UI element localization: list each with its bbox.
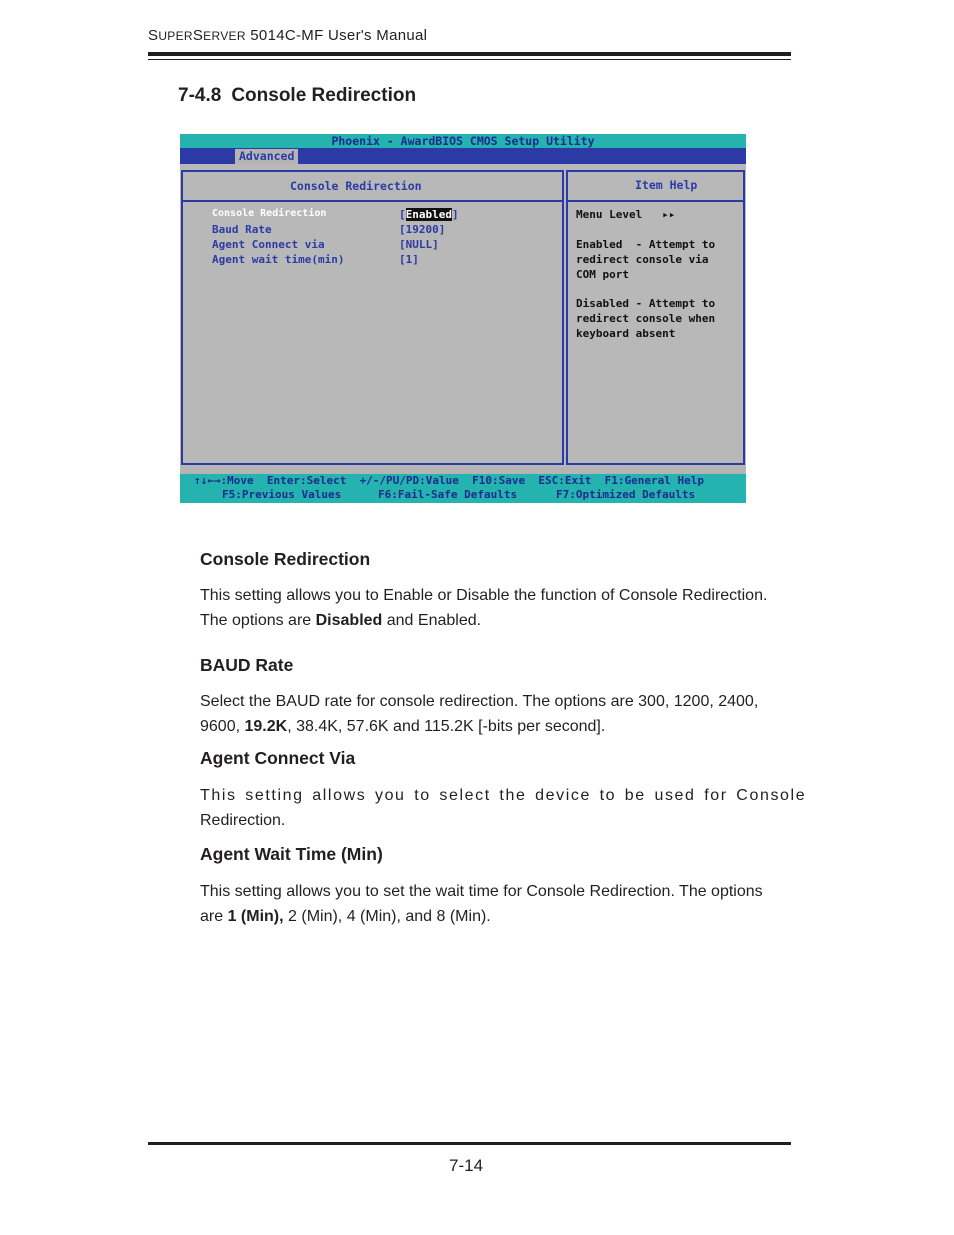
item-text-baud-rate: Select the BAUD rate for console redirection. The options are 300, 1200, 2400, 9600, 19.2K, 38.4K, 57.6K and 115.2K [-bits per second]. — [200, 693, 759, 735]
header-rule-thick — [148, 52, 791, 56]
bios-option-console-redirection[interactable]: Console Redirection — [212, 208, 327, 219]
bios-help-line: Enabled - Attempt to — [576, 238, 716, 251]
bios-key-legend — [180, 474, 746, 503]
header-rule-thin — [148, 59, 791, 60]
bios-footer-f5: F5:Previous Values — [222, 488, 342, 501]
item-heading-agent-connect: Agent Connect Via — [200, 748, 356, 768]
item-text-agent-connect: This setting allows you to select the device to be used for Console Redirection. — [200, 787, 807, 829]
bios-divider-right — [566, 200, 745, 202]
bios-value-agent-wait[interactable]: [1] — [399, 253, 419, 266]
bios-help-line: Menu Level ▸▸ — [576, 208, 676, 221]
item-heading-console-redirection: Console Redirection — [200, 549, 371, 569]
bios-panel-title: Console Redirection — [290, 179, 422, 193]
bios-option-agent-wait[interactable]: Agent wait time(min) — [212, 253, 345, 266]
footer-rule — [148, 1142, 791, 1145]
bios-help-line: Disabled - Attempt to — [576, 297, 716, 310]
bios-help-line: keyboard absent — [576, 327, 676, 340]
bios-value-baud-rate[interactable]: [19200] — [399, 223, 446, 236]
bios-title-bar: Phoenix - AwardBIOS CMOS Setup Utility — [180, 134, 746, 148]
bios-footer-line1: ↑↓←→:Move Enter:Select +/-/PU/PD:Value F10:Save ESC:Exit F1:General Help — [194, 474, 704, 487]
section-title: 7-4.8 Console Redirection — [178, 85, 417, 106]
bios-screenshot — [180, 134, 746, 503]
item-heading-agent-wait: Agent Wait Time (Min) — [200, 844, 383, 864]
bios-value-agent-connect[interactable]: [NULL] — [399, 238, 439, 251]
bios-footer-f6: F6:Fail-Safe Defaults — [378, 488, 518, 501]
item-text-console-redirection: This setting allows you to Enable or Disable the function of Console Redirection. The options are Disabled and Enabled. — [200, 587, 768, 629]
bios-help-line: redirect console via — [576, 253, 709, 266]
bios-help-line: COM port — [576, 268, 629, 281]
item-text-agent-wait: This setting allows you to set the wait time for Console Redirection. The options are 1 (Min), 2 (Min), 4 (Min), and 8 (Min). — [200, 883, 763, 925]
bios-help-line: redirect console when — [576, 312, 716, 325]
bios-option-agent-connect[interactable]: Agent Connect via — [212, 238, 325, 251]
bios-divider-left — [181, 200, 564, 202]
bios-footer-f7: F7:Optimized Defaults — [556, 488, 696, 501]
page-number: 7-14 — [449, 1156, 484, 1175]
bios-tab-advanced[interactable]: Advanced — [235, 149, 298, 164]
bios-value-console-redirection[interactable]: [Enabled] — [399, 208, 459, 221]
running-header: SUPERSERVER 5014C-MF User's Manual — [148, 27, 428, 44]
bios-option-baud-rate[interactable]: Baud Rate — [212, 223, 272, 236]
item-heading-baud-rate: BAUD Rate — [200, 655, 294, 675]
bios-help-title: Item Help — [635, 178, 698, 192]
